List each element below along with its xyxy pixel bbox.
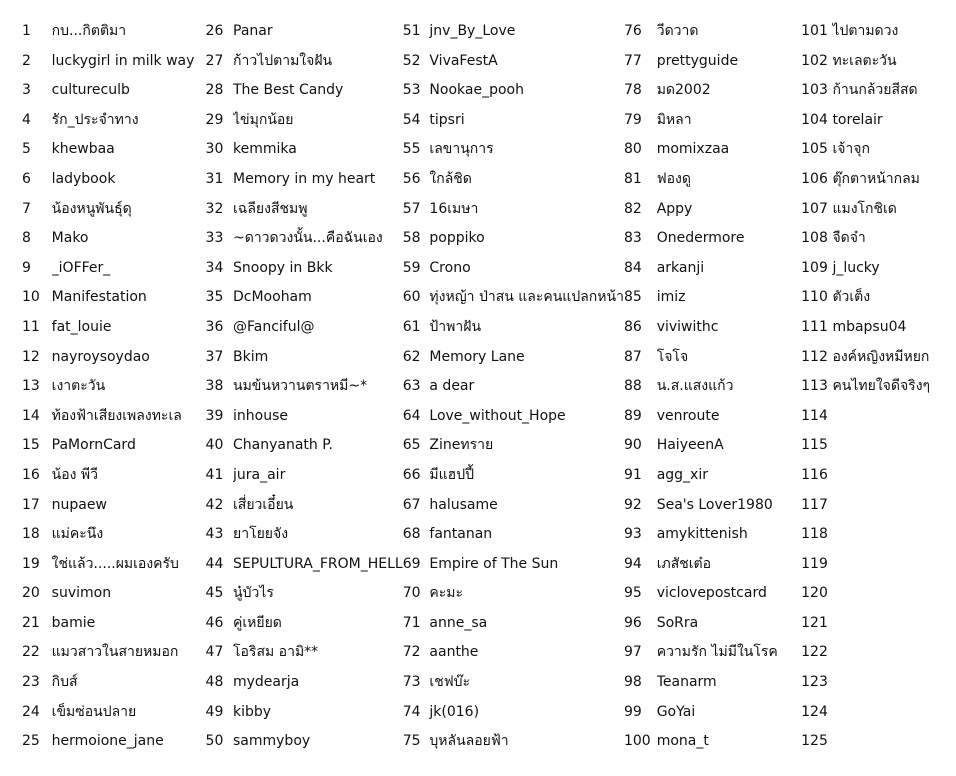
- entry-number: 2: [22, 52, 31, 69]
- entry-name: amykittenish: [656, 526, 748, 543]
- entry-number: 91: [623, 466, 642, 483]
- entry-number: 29: [205, 111, 224, 128]
- entry-name: inhouse: [233, 407, 288, 424]
- entry-name: ป้าพาฝัน: [429, 318, 482, 335]
- entry-name: khewbaa: [51, 141, 115, 158]
- entry-number: 86: [623, 318, 642, 335]
- entry-name: luckygirl in milk way: [51, 52, 195, 69]
- entry-number: 4: [22, 111, 31, 128]
- entry-number: 100: [623, 733, 651, 750]
- entry-name: เฉลียงสีชมพู: [233, 200, 308, 217]
- entry-name: mona_t: [656, 733, 709, 750]
- entry-name: a dear: [429, 378, 475, 395]
- entry-name: Snoopy in Bkk: [233, 259, 333, 276]
- entry-name: [832, 431, 956, 461]
- entry-name: The Best Candy: [233, 82, 344, 99]
- entry-name: เชฟบ๊ะ: [429, 674, 471, 691]
- entry-name: hermoione_jane: [51, 733, 164, 750]
- entry-number: 83: [623, 230, 642, 247]
- entry-number: 6: [22, 170, 31, 187]
- entry-number: 84: [623, 259, 642, 276]
- name-list-body: [22, 17, 956, 757]
- entry-number: 125: [801, 733, 828, 750]
- entry-name: anne_sa: [429, 614, 488, 631]
- entry-number: 21: [22, 614, 40, 631]
- entry-number: 42: [205, 496, 224, 513]
- entry-name: poppiko: [429, 230, 485, 247]
- table-row: [22, 313, 956, 343]
- entry-number: 14: [22, 407, 40, 424]
- entry-name: Crono: [429, 259, 471, 276]
- entry-name: [832, 609, 956, 639]
- entry-number: 95: [623, 585, 642, 602]
- entry-name: Teanarm: [656, 674, 717, 691]
- entry-number: 8: [22, 230, 31, 247]
- entry-name: [832, 698, 956, 728]
- entry-number: 13: [22, 378, 40, 395]
- entry-number: 105: [801, 141, 828, 158]
- entry-name: _iOFFer_: [51, 259, 111, 276]
- entry-number: 73: [402, 674, 421, 691]
- entry-name: แม่คะนึง: [51, 526, 104, 543]
- entry-number: 40: [205, 437, 224, 454]
- entry-name: Memory in my heart: [233, 170, 376, 187]
- table-row: [22, 372, 956, 402]
- entry-number: 97: [623, 644, 642, 661]
- entry-name: Mako: [51, 230, 89, 247]
- entry-name: กบ...กิตติมา: [51, 23, 127, 39]
- entry-number: 34: [205, 259, 224, 276]
- entry-name: agg_xir: [656, 466, 708, 483]
- entry-number: 110: [801, 289, 828, 306]
- entry-number: 26: [205, 23, 224, 39]
- entry-name: @Fanciful@: [233, 318, 315, 335]
- table-row: [22, 106, 956, 136]
- table-row: [22, 550, 956, 580]
- entry-number: 66: [402, 466, 421, 483]
- entry-number: 5: [22, 141, 31, 158]
- entry-number: 122: [801, 644, 828, 661]
- entry-name: imiz: [656, 289, 686, 306]
- entry-number: 48: [205, 674, 224, 691]
- entry-number: 80: [623, 141, 642, 158]
- entry-name: องค์หญิงหมีหยก: [832, 348, 930, 365]
- entry-name: venroute: [656, 407, 720, 424]
- entry-name: เงาตะวัน: [51, 378, 106, 395]
- entry-number: 58: [402, 230, 421, 247]
- entry-number: 64: [402, 407, 421, 424]
- entry-number: 113: [801, 378, 828, 395]
- entry-name: เจ้าจุก: [832, 141, 870, 158]
- entry-number: 7: [22, 200, 31, 217]
- entry-name: VivaFestA: [429, 52, 498, 69]
- name-list-table: [22, 17, 956, 757]
- entry-name: Panar: [233, 23, 273, 39]
- table-row: [22, 283, 956, 313]
- entry-number: 88: [623, 378, 642, 395]
- entry-number: 45: [205, 585, 224, 602]
- entry-number: 23: [22, 674, 40, 691]
- entry-number: 118: [801, 526, 828, 543]
- entry-name: Bkim: [233, 348, 269, 365]
- entry-name: Memory Lane: [429, 348, 525, 365]
- entry-name: Empire of The Sun: [429, 555, 559, 572]
- table-row: [22, 135, 956, 165]
- table-row: [22, 698, 956, 728]
- entry-name: ความรัก ไม่มีในโรค: [656, 644, 778, 661]
- entry-name: bamie: [51, 614, 96, 631]
- entry-number: 9: [22, 259, 31, 276]
- entry-name: [832, 461, 956, 491]
- entry-number: 69: [402, 555, 421, 572]
- table-row: [22, 254, 956, 284]
- entry-number: 87: [623, 348, 642, 365]
- entry-number: 82: [623, 200, 642, 217]
- entry-name: ไปตามดวง: [832, 23, 899, 39]
- entry-name: แมงโกชิเด: [832, 200, 897, 217]
- entry-name: นมข้นหวานตราหมี~*: [233, 378, 368, 395]
- entry-number: 123: [801, 674, 828, 691]
- entry-number: 108: [801, 230, 828, 247]
- entry-name: ท้องฟ้าเสียงเพลงทะเล: [51, 407, 182, 424]
- entry-number: 101: [801, 23, 828, 39]
- entry-name: เสี่ยวเอี๋ยน: [233, 496, 294, 513]
- entry-number: 16: [22, 466, 40, 483]
- table-row: [22, 491, 956, 521]
- entry-name: ตัวเต็ง: [832, 289, 871, 306]
- entry-name: ทุ่งหญ้า ป่าสน และคนแปลกหน้า: [429, 289, 624, 306]
- entry-name: จืดจ๋า: [832, 230, 866, 247]
- entry-name: ก้าวไปตามใจฝัน: [233, 52, 333, 69]
- entry-number: 98: [623, 674, 642, 691]
- entry-number: 47: [205, 644, 224, 661]
- entry-name: kibby: [233, 703, 272, 720]
- entry-name: Onedermore: [656, 230, 745, 247]
- entry-name: Appy: [656, 200, 693, 217]
- entry-name: คนไทยใจดีจริงๆ: [832, 378, 931, 395]
- entry-name: PaMornCard: [51, 437, 136, 454]
- entry-name: ไข่มุกน้อย: [233, 111, 294, 128]
- entry-number: 20: [22, 585, 40, 602]
- entry-name: ใช่แล้ว.....ผมเองครับ: [51, 555, 179, 572]
- entry-name: เภสัชเต๋อ: [656, 555, 712, 572]
- entry-number: 65: [402, 437, 421, 454]
- entry-number: 35: [205, 289, 224, 306]
- entry-number: 99: [623, 703, 642, 720]
- entry-number: 76: [623, 23, 642, 39]
- entry-number: 50: [205, 733, 224, 750]
- entry-name: มีแฮปปี้: [429, 466, 474, 483]
- entry-number: 1: [22, 23, 31, 39]
- entry-name: โจโจ: [656, 348, 689, 365]
- entry-number: 111: [801, 318, 828, 335]
- entry-number: 41: [205, 466, 224, 483]
- entry-number: 75: [402, 733, 421, 750]
- entry-number: 106: [801, 170, 828, 187]
- entry-number: 63: [402, 378, 421, 395]
- entry-name: ก้านกล้วยสีสด: [832, 82, 918, 99]
- entry-name: Sea's Lover1980: [656, 496, 773, 513]
- entry-name: fat_louie: [51, 318, 112, 335]
- entry-name: ตุ๊กตาหน้ากลม: [832, 170, 920, 187]
- entry-number: 52: [402, 52, 421, 69]
- entry-name: น้อง พีวี: [51, 466, 99, 483]
- entry-number: 116: [801, 466, 828, 483]
- entry-number: 36: [205, 318, 224, 335]
- entry-number: 39: [205, 407, 224, 424]
- entry-number: 60: [402, 289, 421, 306]
- entry-number: 81: [623, 170, 642, 187]
- entry-number: 12: [22, 348, 40, 365]
- table-row: [22, 520, 956, 550]
- entry-number: 124: [801, 703, 828, 720]
- entry-name: [832, 638, 956, 668]
- entry-number: 3: [22, 82, 31, 99]
- entry-number: 31: [205, 170, 224, 187]
- entry-name: DcMooham: [233, 289, 312, 306]
- entry-name: cultureculb: [51, 82, 130, 99]
- entry-number: 92: [623, 496, 642, 513]
- entry-name: ladybook: [51, 170, 116, 187]
- entry-name: วีดวาด: [656, 23, 699, 39]
- entry-number: 15: [22, 437, 40, 454]
- entry-name: แมวสาวในสายหมอก: [51, 644, 179, 661]
- entry-name: กิบส์: [51, 674, 78, 691]
- entry-name: คะมะ: [429, 585, 464, 602]
- entry-name: nupaew: [51, 496, 107, 513]
- entry-number: 44: [205, 555, 224, 572]
- entry-name: nayroysoydao: [51, 348, 150, 365]
- entry-number: 11: [22, 318, 40, 335]
- entry-name: halusame: [429, 496, 498, 513]
- entry-name: aanthe: [429, 644, 479, 661]
- entry-name: [832, 579, 956, 609]
- entry-number: 94: [623, 555, 642, 572]
- entry-number: 85: [623, 289, 642, 306]
- entry-name: torelair: [832, 111, 883, 128]
- entry-number: 33: [205, 230, 224, 247]
- entry-number: 18: [22, 526, 40, 543]
- entry-number: 46: [205, 614, 224, 631]
- entry-name: mydearja: [233, 674, 300, 691]
- entry-number: 28: [205, 82, 224, 99]
- entry-name: fantanan: [429, 526, 493, 543]
- entry-number: 27: [205, 52, 224, 69]
- entry-number: 43: [205, 526, 224, 543]
- entry-name: ใกล้ชิด: [429, 170, 472, 187]
- entry-number: 67: [402, 496, 421, 513]
- entry-name: Nookae_pooh: [429, 82, 524, 99]
- entry-name: jnv_By_Love: [429, 23, 516, 39]
- entry-name: suvimon: [51, 585, 112, 602]
- entry-number: 53: [402, 82, 421, 99]
- entry-name: SoRra: [656, 614, 699, 631]
- entry-number: 90: [623, 437, 642, 454]
- entry-number: 104: [801, 111, 828, 128]
- entry-number: 119: [801, 555, 828, 572]
- entry-name: viviwithc: [656, 318, 719, 335]
- entry-name: [832, 727, 956, 757]
- entry-number: 72: [402, 644, 421, 661]
- entry-number: 78: [623, 82, 642, 99]
- entry-number: 96: [623, 614, 642, 631]
- entry-number: 114: [801, 407, 828, 424]
- entry-number: 57: [402, 200, 421, 217]
- entry-number: 107: [801, 200, 828, 217]
- entry-name: รัก_ประจำทาง: [51, 111, 139, 128]
- table-row: [22, 638, 956, 668]
- entry-name: [832, 668, 956, 698]
- table-row: [22, 579, 956, 609]
- entry-number: 49: [205, 703, 224, 720]
- entry-number: 10: [22, 289, 40, 306]
- entry-name: ~ดาวดวงนั้น...คือฉันเอง: [233, 230, 383, 247]
- entry-name: Chanyanath P.: [233, 437, 333, 454]
- entry-name: ทะเลตะวัน: [832, 52, 897, 69]
- entry-name: j_lucky: [832, 259, 880, 276]
- entry-number: 68: [402, 526, 421, 543]
- entry-number: 32: [205, 200, 224, 217]
- entry-name: เข็มซ่อนปลาย: [51, 703, 137, 720]
- entry-number: 121: [801, 614, 828, 631]
- entry-name: momixzaa: [656, 141, 730, 158]
- table-row: [22, 402, 956, 432]
- entry-name: Zineทราย: [429, 437, 494, 454]
- entry-number: 37: [205, 348, 224, 365]
- entry-number: 74: [402, 703, 421, 720]
- entry-name: มิหลา: [656, 111, 692, 128]
- entry-name: [832, 491, 956, 521]
- entry-number: 30: [205, 141, 224, 158]
- entry-number: 24: [22, 703, 40, 720]
- entry-name: mbapsu04: [832, 318, 907, 335]
- entry-name: [832, 550, 956, 580]
- table-row: [22, 224, 956, 254]
- entry-number: 79: [623, 111, 642, 128]
- entry-name: tipsri: [429, 111, 465, 128]
- table-row: [22, 76, 956, 106]
- entry-name: jk(016): [429, 703, 480, 720]
- entry-name: บุหลันลอยฟ้า: [429, 733, 509, 750]
- entry-number: 89: [623, 407, 642, 424]
- entry-number: 115: [801, 437, 828, 454]
- entry-name: GoYai: [656, 703, 696, 720]
- entry-name: viclovepostcard: [656, 585, 767, 602]
- entry-name: คู่เหยียด: [233, 614, 282, 631]
- entry-name: น้องหนูพันธุ์ดุ: [51, 200, 132, 217]
- entry-number: 17: [22, 496, 40, 513]
- entry-number: 38: [205, 378, 224, 395]
- entry-name: kemmika: [233, 141, 297, 158]
- entry-name: [832, 520, 956, 550]
- entry-name: 16เมษา: [429, 200, 479, 217]
- entry-number: 61: [402, 318, 421, 335]
- table-row: [22, 727, 956, 757]
- entry-number: 102: [801, 52, 828, 69]
- entry-number: 51: [402, 23, 421, 39]
- entry-name: [832, 402, 956, 432]
- entry-name: นู๋บัวไร: [233, 585, 274, 602]
- entry-number: 93: [623, 526, 642, 543]
- entry-name: HaiyeenA: [656, 437, 724, 454]
- entry-name: มด2002: [656, 82, 711, 99]
- entry-number: 71: [402, 614, 421, 631]
- entry-name: ยาโยยจัง: [233, 526, 289, 543]
- entry-number: 112: [801, 348, 828, 365]
- entry-number: 103: [801, 82, 828, 99]
- entry-number: 55: [402, 141, 421, 158]
- table-row: [22, 17, 956, 47]
- entry-number: 120: [801, 585, 828, 602]
- entry-name: SEPULTURA_FROM_HELL: [233, 555, 403, 572]
- entry-number: 77: [623, 52, 642, 69]
- table-row: [22, 195, 956, 225]
- table-row: [22, 461, 956, 491]
- entry-number: 109: [801, 259, 828, 276]
- entry-number: 59: [402, 259, 421, 276]
- entry-name: Love_without_Hope: [429, 407, 566, 424]
- table-row: [22, 165, 956, 195]
- table-row: [22, 343, 956, 373]
- entry-number: 70: [402, 585, 421, 602]
- entry-number: 54: [402, 111, 421, 128]
- table-row: [22, 47, 956, 77]
- entry-name: น.ส.แสงแก้ว: [656, 378, 734, 395]
- entry-number: 117: [801, 496, 828, 513]
- table-row: [22, 668, 956, 698]
- entry-number: 56: [402, 170, 421, 187]
- table-row: [22, 609, 956, 639]
- entry-number: 25: [22, 733, 40, 750]
- entry-name: โอริสม อามิ**: [233, 644, 319, 661]
- entry-number: 19: [22, 555, 40, 572]
- entry-name: jura_air: [233, 466, 286, 483]
- entry-name: Manifestation: [51, 289, 147, 306]
- entry-number: 62: [402, 348, 421, 365]
- entry-name: sammyboy: [233, 733, 311, 750]
- entry-name: prettyguide: [656, 52, 739, 69]
- entry-name: เลขานุการ: [429, 141, 494, 158]
- entry-name: ฟองดู: [656, 170, 691, 187]
- entry-number: 22: [22, 644, 40, 661]
- table-row: [22, 431, 956, 461]
- entry-name: arkanji: [656, 259, 705, 276]
